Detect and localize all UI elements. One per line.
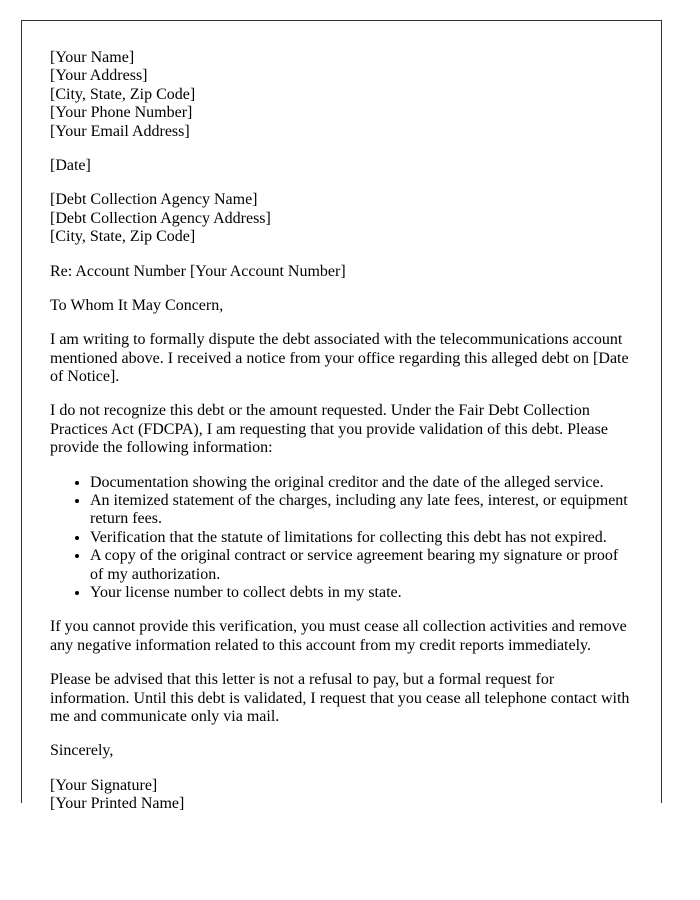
- paragraph-intro: I am writing to formally dispute the debt associated with the telecommunications account mentioned above. I received a notice from your office regarding this alleged debt on [Date of Notice].: [50, 331, 629, 386]
- sender-address: [Your Address]: [50, 67, 148, 85]
- signature-block: [50, 777, 633, 814]
- requested-information-list: [50, 474, 633, 603]
- paragraph-not-refusal: Please be advised that this letter is not a refusal to pay, but a formal request for information. Until this debt is validated, I request that you cease all telephone contact with me and communicate only via mail.: [50, 671, 630, 725]
- salutation: To Whom It May Concern,: [50, 296, 224, 314]
- signature-line: [Your Signature]: [50, 776, 158, 794]
- list-item-statute-of-limitations: • Verification that the statute of limitations for collecting this debt has not expired.: [90, 529, 633, 547]
- sender-block: [50, 49, 633, 141]
- recipient-agency-address: [Debt Collection Agency Address]: [50, 209, 271, 227]
- printed-name-line: [Your Printed Name]: [50, 795, 185, 813]
- recipient-city-state-zip: [City, State, Zip Code]: [50, 228, 196, 246]
- date-line: [Date]: [50, 156, 91, 174]
- list-item-documentation: • Documentation showing the original creditor and the date of the alleged service.: [90, 474, 633, 492]
- paragraph-validation-request: I do not recognize this debt or the amount requested. Under the Fair Debt Collection Practices Act (FDCPA), I am requesting that you provide validation of this debt. Please provide the following information:: [50, 402, 608, 457]
- list-item-original-contract: • A copy of the original contract or service agreement bearing my signature or proof of my authorization.: [90, 547, 633, 584]
- sender-email: [Your Email Address]: [50, 122, 190, 140]
- list-item-itemized-statement: • An itemized statement of the charges, including any late fees, interest, or equipment return fees.: [90, 492, 633, 529]
- recipient-block: [50, 191, 633, 246]
- sender-phone: [Your Phone Number]: [50, 104, 193, 122]
- subject-line: Re: Account Number [Your Account Number]: [50, 262, 346, 280]
- sender-city-state-zip: [City, State, Zip Code]: [50, 85, 196, 103]
- closing: Sincerely,: [50, 742, 114, 760]
- paragraph-cease-collection: If you cannot provide this verification, you must cease all collection activities and remove any negative information related to this account from my credit reports immediately.: [50, 618, 627, 654]
- sender-name: [Your Name]: [50, 49, 135, 66]
- list-item-license-number: • Your license number to collect debts in my state.: [90, 584, 633, 602]
- recipient-agency-name: [Debt Collection Agency Name]: [50, 191, 258, 209]
- letter-container: [21, 20, 662, 813]
